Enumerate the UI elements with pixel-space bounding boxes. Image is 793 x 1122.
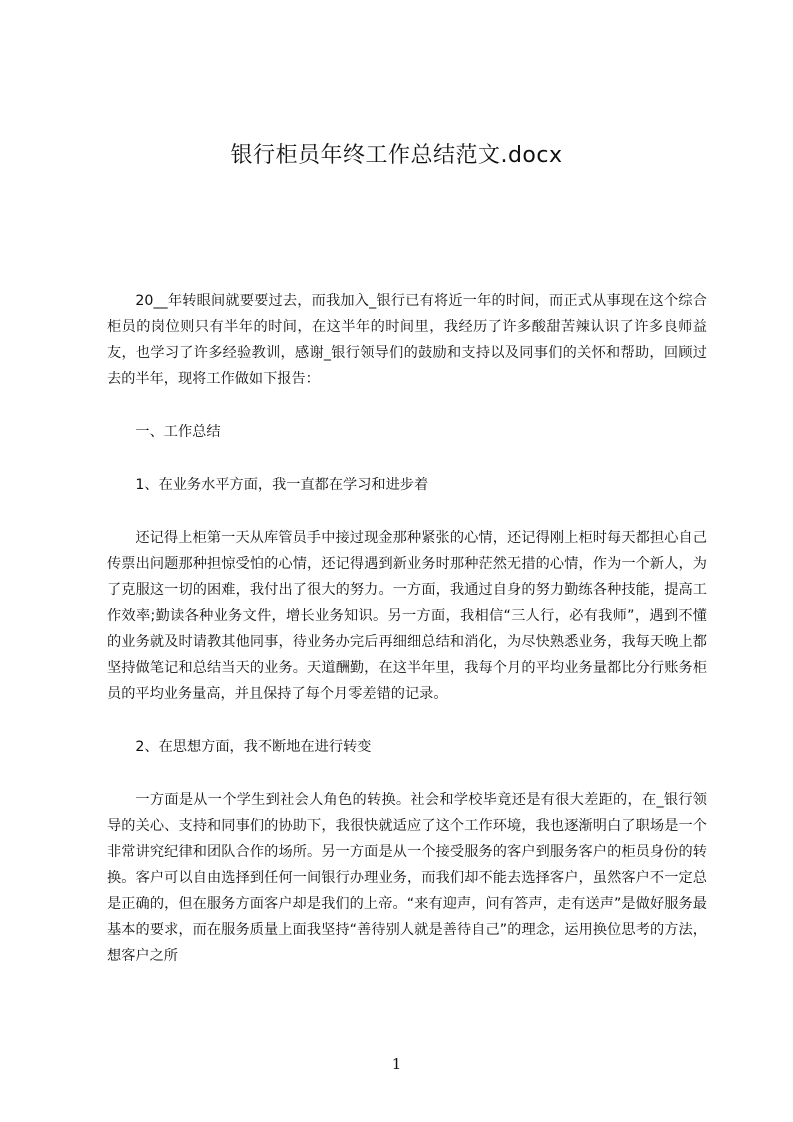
subheading-mindset: 2、在思想方面，我不断地在进行转变 xyxy=(135,739,372,755)
paragraph-gap xyxy=(107,392,707,419)
paragraph-gap xyxy=(107,707,707,734)
business-level-paragraph: 还记得上柜第一天从库管员手中接过现金那种紧张的心情，还记得刚上柜时每天都担心自己传票出问题那种担惊受怕的心情，还记得遇到新业务时那种茫然无措的心情，作为一个新人，为了克服这一切的困难，我付出了很大的努力。一方面，我通过自身的努力勤练各种技能，提高工作效率;勤读各种业务文件，增长业务知识。另一方面，我相信“三人行，必有我师”，遇到不懂的业务就及时请教其他同事，待业务办完后再细细总结和消化，为尽快熟悉业务，我每天晚上都坚持做笔记和总结当天的业务。天道酬勤，在这半年里，我每个月的平均业务量都比分行账务柜员的平均业务量高，并且保持了每个月零差错的记录。 xyxy=(107,530,707,702)
document-title: 银行柜员年终工作总结范文.docx xyxy=(230,143,563,168)
paragraph-gap xyxy=(107,760,707,787)
page-number: 1 xyxy=(391,1055,402,1073)
document-body xyxy=(107,288,707,969)
intro-paragraph: 20__年转眼间就要要过去，而我加入_银行已有将近一年的时间，而正式从事现在这个综合柜员的岗位则只有半年的时间，在这半年的时间里，我经历了许多酸甜苦辣认识了许多良师益友，也学习了许多经验教训，感谢_银行领导们的鼓励和支持以及同事们的关怀和帮助，回顾过去的半年，现将工作做如下报告： xyxy=(107,293,707,387)
subheading-business-level: 1、在业务水平方面，我一直都在学习和进步着 xyxy=(135,477,429,493)
paragraph-gap xyxy=(107,445,707,472)
section-heading-work-summary: 一、工作总结 xyxy=(135,424,221,440)
mindset-paragraph: 一方面是从一个学生到社会人角色的转换。社会和学校毕竟还是有很大差距的，在_银行领导的关心、支持和同事们的协助下，我很快就适应了这个工作环境，我也逐渐明白了职场是一个非常讲究纪律和团队合作的场所。另一方面是从一个接受服务的客户到服务客户的柜员身份的转换。客户可以自由选择到任何一间银行办理业务，而我们却不能去选择客户，虽然客户不一定总是正确的，但在服务方面客户却是我们的上帝。“来有迎声，问有答声，走有送声”是做好服务最基本的要求，而在服务质量上面我坚持“善待别人就是善待自己”的理念，运用换位思考的方法，想客户之所 xyxy=(107,792,707,964)
paragraph-gap xyxy=(107,498,707,525)
